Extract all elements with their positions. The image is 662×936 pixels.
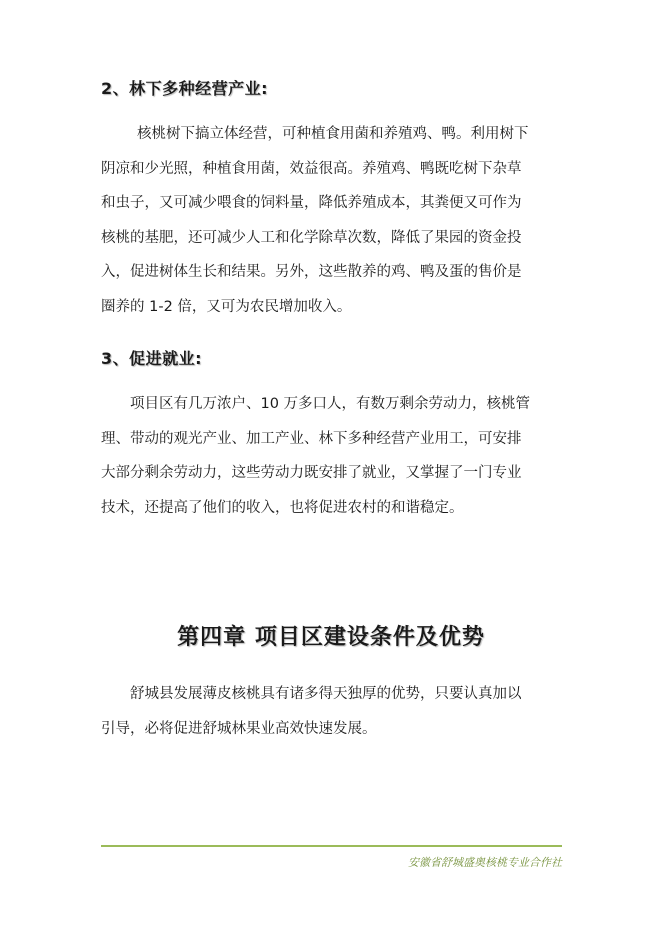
paragraph-line: 项目区有几万浓户、10 万多口人，有数万剩余劳动力，核桃管 bbox=[130, 396, 531, 412]
paragraph-line: 理、带动的观光产业、加工产业、林下多种经营产业用工，可安排 bbox=[101, 430, 522, 447]
paragraph-line: 引导，必将促进舒城林果业高效快速发展。 bbox=[101, 720, 377, 737]
paragraph-line: 圈养的 1-2 倍，又可为农民增加收入。 bbox=[101, 298, 352, 315]
paragraph-line: 和虫子，又可减少喂食的饲料量，降低养殖成本，其粪便又可作为 bbox=[101, 195, 522, 211]
paragraph-line: 核桃树下搞立体经营，可种植食用菌和养殖鸡、鸭。利用树下 bbox=[137, 126, 529, 142]
paragraph-line: 入，促进树体生长和结果。另外，这些散养的鸡、鸭及蛋的售价是 bbox=[101, 264, 522, 280]
section-2-heading: 2、林下多种经营产业: bbox=[101, 79, 269, 98]
footer-divider bbox=[101, 845, 562, 847]
section-3-paragraph bbox=[101, 387, 561, 525]
paragraph-line: 技术，还提高了他们的收入，也将促进农村的和谐稳定。 bbox=[101, 499, 464, 516]
section-2-paragraph bbox=[101, 117, 561, 324]
footer-organization: 安徽省舒城盛奥核桃专业合作社 bbox=[408, 856, 562, 869]
section-3-heading: 3、促进就业: bbox=[101, 349, 203, 368]
paragraph-line: 阴凉和少光照，种植食用菌，效益很高。养殖鸡、鸭既吃树下杂草 bbox=[101, 160, 522, 177]
chapter-4-paragraph bbox=[101, 677, 561, 746]
paragraph-line: 舒城县发展薄皮核桃具有诸多得天独厚的优势，只要认真加以 bbox=[130, 686, 522, 702]
paragraph-line: 核桃的基肥，还可减少人工和化学除草次数，降低了果园的资金投 bbox=[101, 229, 522, 246]
paragraph-line: 大部分剩余劳动力，这些劳动力既安排了就业，又掌握了一门专业 bbox=[101, 465, 522, 481]
chapter-title: 第四章 项目区建设条件及优势 bbox=[177, 625, 485, 650]
